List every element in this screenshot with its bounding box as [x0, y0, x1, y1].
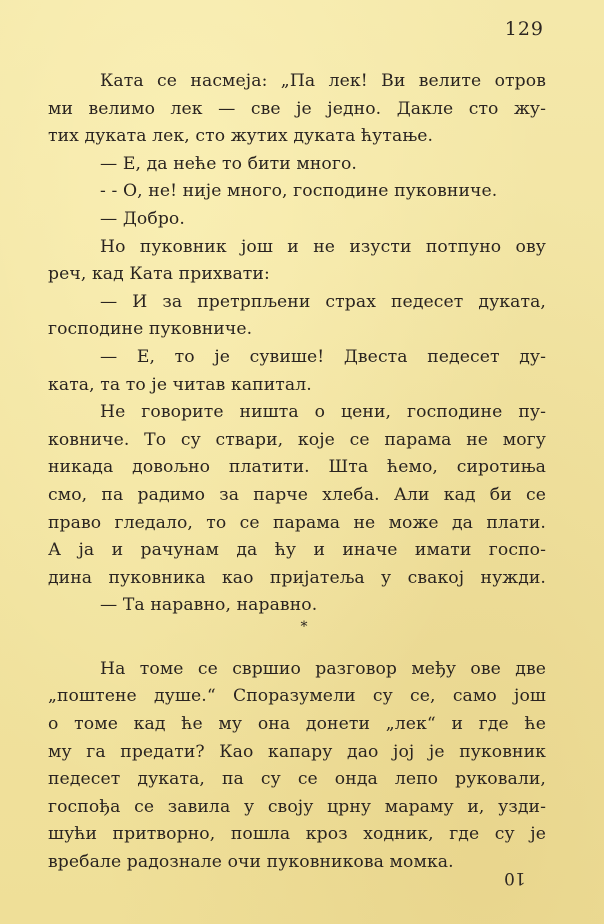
text-line: му га предати? Као капару дао јој је пуковник — [48, 741, 546, 762]
text-line: — Добро. — [100, 208, 185, 229]
text-line: - - О, не! није много, господине пуковниче. — [100, 181, 498, 202]
text-line: — Е, то је сувише! Двеста педесет ду- — [100, 346, 546, 367]
text-line: шући притворно, пошла кроз ходник, где су је — [48, 824, 546, 845]
text-line: о томе кад ће му она донети „лек“ и где ће — [48, 714, 546, 735]
text-line: вребале радознале очи пуковникова момка. — [48, 852, 454, 873]
text-line: ковниче. То су ствари, које се парама не могу — [48, 429, 546, 450]
text-line: никада довољно платити. Шта ћемо, сиротиња — [48, 457, 546, 478]
text-line: — И за претрпљени страх педесет дуката, — [100, 291, 546, 312]
text-line: право гледало, то се парама не може да плати. — [48, 512, 546, 533]
text-line: ката, та то је читав капитал. — [48, 374, 312, 395]
text-line: смо, па радимо за парче хлеба. Али кад би се — [48, 484, 546, 505]
narrative-section — [48, 656, 546, 877]
text-line: госпођа се завила у своју црну мараму и, узди- — [48, 796, 546, 817]
text-line: А ја и рачунам да ћу и иначе имати госпо- — [48, 540, 546, 561]
section-gap — [48, 634, 546, 656]
text-line: Но пуковник још и не изусти потпуно ову — [100, 236, 546, 257]
text-line: педесет дуката, па су се онда лепо руковали, — [48, 769, 546, 790]
section-separator: * — [300, 618, 308, 635]
body-text — [48, 68, 546, 877]
text-line: тих дуката лек, сто жутих дуката ћутање. — [48, 126, 434, 147]
text-line: дина пуковника као пријатеља у свакој нужди. — [48, 567, 546, 588]
text-line: Не говорите ништа о цени, господине пу- — [100, 402, 546, 423]
page-number: 129 — [504, 18, 544, 40]
text-line: — Та наравно, наравно. — [100, 595, 318, 616]
dialogue-section — [48, 68, 546, 620]
text-line: ми велимо лек — све је једно. Дакле сто жу- — [48, 98, 546, 119]
text-line: — Е, да неће то бити много. — [100, 153, 357, 174]
text-line: господине пуковниче. — [48, 319, 253, 340]
printer-signature-mark: 10 — [504, 868, 526, 888]
text-line: Ката се насмеја: „Па лек! Ви велите отров — [100, 71, 546, 91]
text-line: реч, кад Ката прихвати: — [48, 264, 270, 285]
text-line: На томе се свршио разговор међу ове две — [100, 658, 546, 679]
text-line: „поштене душе.“ Споразумели су се, само још — [48, 686, 546, 707]
